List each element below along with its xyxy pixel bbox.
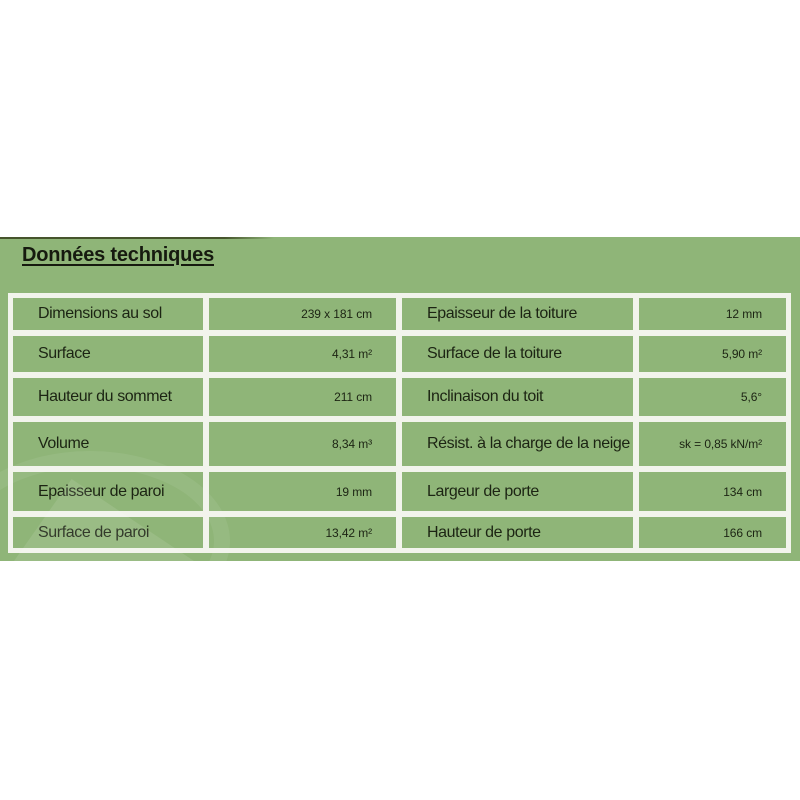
spec-label-dimensions-au-sol: Dimensions au sol — [13, 298, 203, 330]
spec-value-surface: 4,31 m² — [209, 336, 396, 372]
technical-data-panel — [0, 237, 800, 561]
spec-value-inclinaison-toit: 5,6° — [639, 378, 786, 416]
panel-top-edge — [0, 237, 274, 239]
section-title: Données techniques — [22, 244, 214, 266]
spec-label-surface: Surface — [13, 336, 203, 372]
spec-value-largeur-porte: 134 cm — [639, 472, 786, 511]
spec-label-inclinaison-toit: Inclinaison du toit — [402, 378, 633, 416]
spec-label-hauteur-porte: Hauteur de porte — [402, 517, 633, 548]
spec-value-hauteur-sommet: 211 cm — [209, 378, 396, 416]
spec-label-surface-toiture: Surface de la toiture — [402, 336, 633, 372]
spec-label-epaisseur-toiture: Epaisseur de la toiture — [402, 298, 633, 330]
spec-label-surface-paroi: Surface de paroi — [13, 517, 203, 548]
spec-label-epaisseur-paroi: Epaisseur de paroi — [13, 472, 203, 511]
spec-value-surface-paroi: 13,42 m² — [209, 517, 396, 548]
spec-value-epaisseur-toiture: 12 mm — [639, 298, 786, 330]
spec-label-largeur-porte: Largeur de porte — [402, 472, 633, 511]
spec-value-hauteur-porte: 166 cm — [639, 517, 786, 548]
spec-value-epaisseur-paroi: 19 mm — [209, 472, 396, 511]
spec-value-dimensions-au-sol: 239 x 181 cm — [209, 298, 396, 330]
spec-value-volume: 8,34 m³ — [209, 422, 396, 466]
spec-value-surface-toiture: 5,90 m² — [639, 336, 786, 372]
spec-table — [8, 293, 791, 553]
spec-value-resistance-neige: sk = 0,85 kN/m² — [639, 422, 786, 466]
spec-label-resistance-neige: Résist. à la charge de la neige — [402, 422, 633, 466]
spec-label-volume: Volume — [13, 422, 203, 466]
spec-label-hauteur-sommet: Hauteur du sommet — [13, 378, 203, 416]
